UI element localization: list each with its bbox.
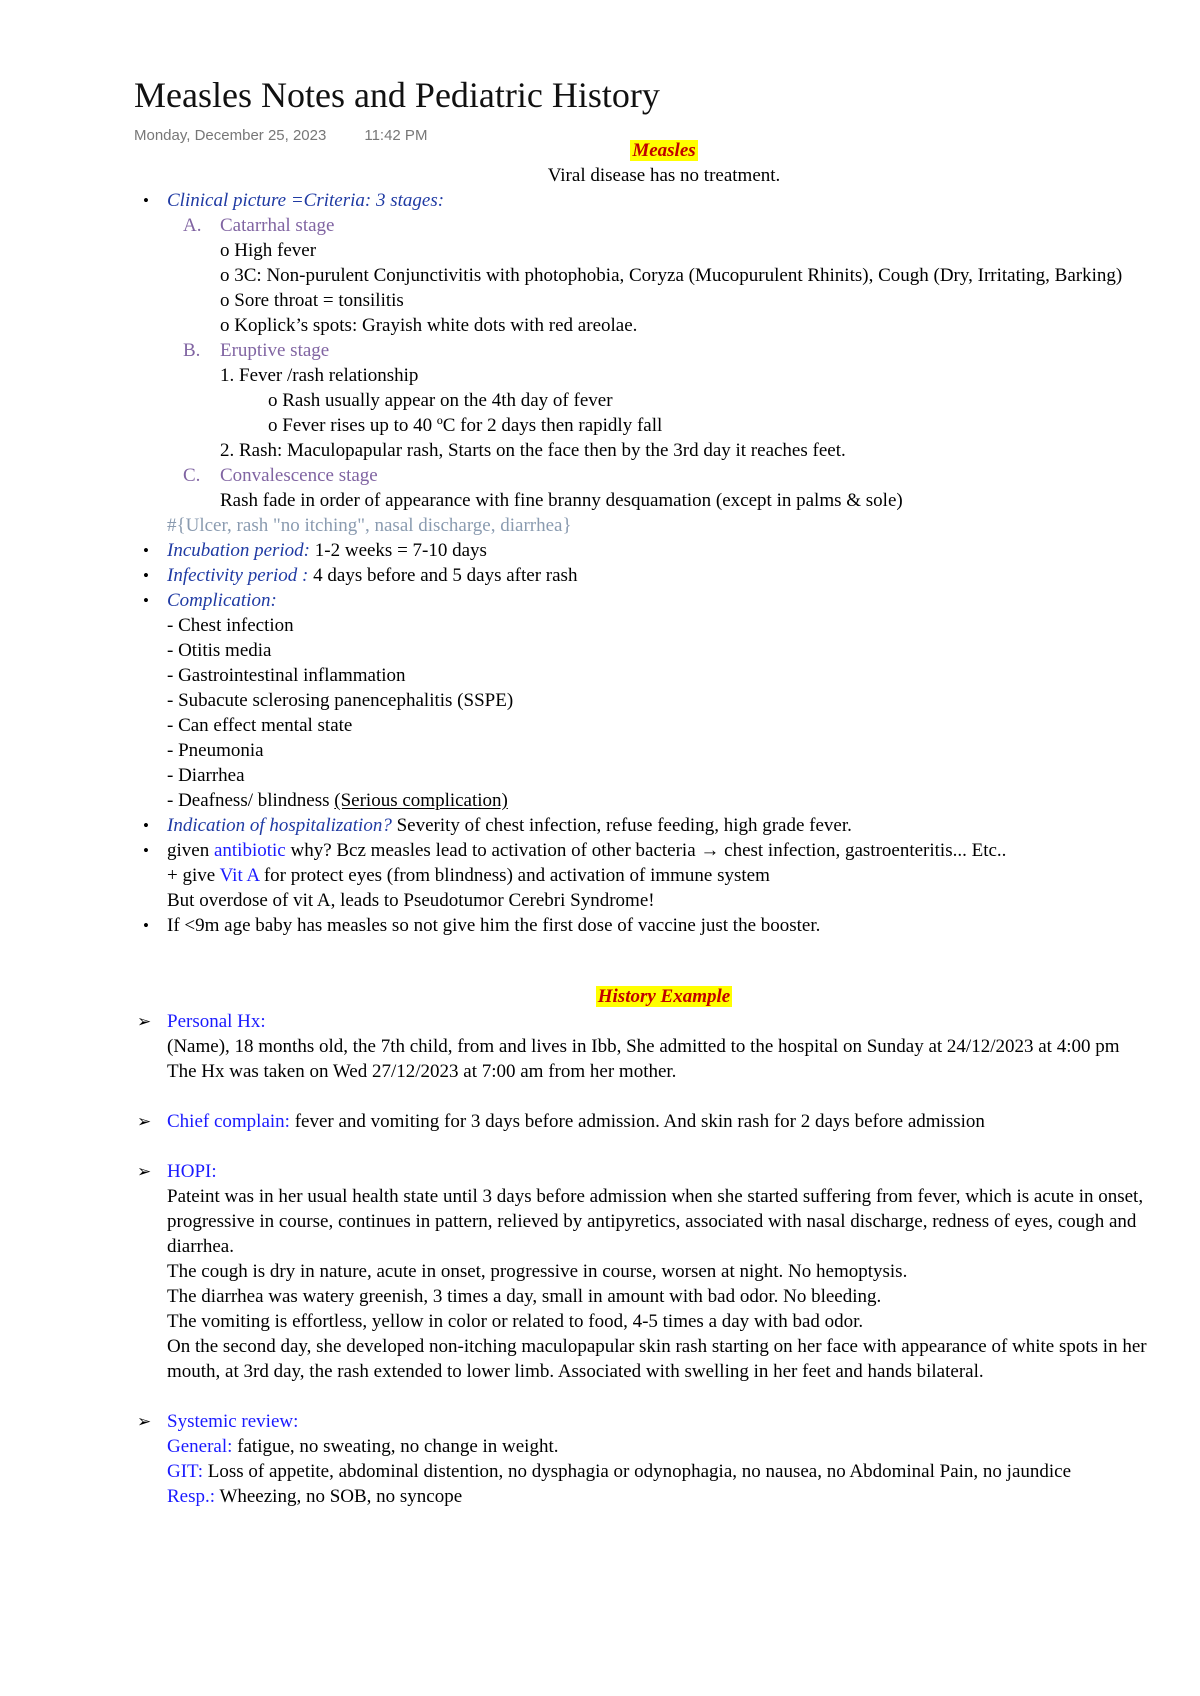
history-heading: History Example <box>597 986 731 1007</box>
stage-a <box>134 213 1194 238</box>
hopi-line: The diarrhea was watery greenish, 3 times a day, small in amount with bad odor. No bleeding. <box>167 1286 882 1307</box>
list-item <box>134 838 1194 913</box>
hopi-line: Pateint was in her usual health state until 3 days before admission when she started suffering from fever, which is acute in onset, progressive in course, continues in pattern, relieved by antipyretics, associated with nasal discharge, redness of eyes, cough and diarrhea. <box>167 1186 1144 1257</box>
list-item <box>134 813 1194 838</box>
list-item <box>134 538 1194 563</box>
incubation-label: Incubation period: <box>167 540 311 561</box>
general-text: fatigue, no sweating, no change in weight. <box>232 1436 559 1457</box>
complication-label: Complication: <box>167 590 277 611</box>
arrow-bullet-icon: ➢ <box>137 1112 152 1131</box>
stage-c <box>134 463 1194 488</box>
stage-b-subline: o Fever rises up to 40 ºC for 2 days then rapidly fall <box>268 415 663 436</box>
general-line <box>167 1434 1194 1459</box>
complication-last: - Deafness/ blindness <box>167 790 335 811</box>
page-title: Measles Notes and Pediatric History <box>134 75 660 115</box>
hospitalization-text: Severity of chest infection, refuse feeding, high grade fever. <box>391 815 852 836</box>
list-item <box>134 1109 1194 1159</box>
resp-label: Resp.: <box>167 1486 216 1507</box>
complication-item: - Can effect mental state <box>167 715 353 736</box>
arrow-bullet-icon: ➢ <box>137 1412 152 1431</box>
history-list <box>134 1009 1194 1509</box>
measles-heading-row <box>134 138 1194 163</box>
arrow-bullet-icon: ➢ <box>137 1162 152 1181</box>
list-item <box>134 1159 1194 1409</box>
stage-c-name: Convalescence stage <box>220 465 378 486</box>
hopi-line: On the second day, she developed non-itching maculopapular skin rash starting on her face with appearance of white spots in her mouth, at 3rd day, the rash extended to lower limb. Associated with swelling in her feet and hands bilateral. <box>167 1336 1147 1382</box>
complication-item: - Gastrointestinal inflammation <box>167 665 406 686</box>
vita-post: for protect eyes (from blindness) and activation of immune system <box>259 865 770 886</box>
complication-item: - Otitis media <box>167 640 272 661</box>
git-label: GIT: <box>167 1461 203 1482</box>
chief-text: fever and vomiting for 3 days before admission. And skin rash for 2 days before admission <box>289 1111 985 1132</box>
infectivity-label: Infectivity period : <box>167 565 309 586</box>
git-line <box>167 1459 1194 1484</box>
incubation-text: 1-2 weeks = 7-10 days <box>310 540 487 561</box>
stage-a-line: o 3C: Non-purulent Conjunctivitis with photophobia, Coryza (Mucopurulent Rhinits), Cough (Dry, Irritating, Barking) <box>220 265 1123 286</box>
overdose-line: But overdose of vit A, leads to Pseudotumor Cerebri Syndrome! <box>167 890 655 911</box>
complication-item: - Pneumonia <box>167 740 264 761</box>
antibiotic-post: why? Bcz measles lead to activation of other bacteria → chest infection, gastroenteritis... Etc.. <box>285 840 1007 861</box>
measles-list <box>134 188 1194 213</box>
page-date: Monday, December 25, 2023 <box>134 127 327 144</box>
list-item <box>134 588 1194 813</box>
personal-label: Personal Hx: <box>167 1011 266 1032</box>
arrow-bullet-icon: ➢ <box>137 1012 152 1031</box>
chief-label: Chief complain: <box>167 1111 290 1132</box>
stage-a-letter: A. <box>183 215 202 236</box>
infectivity-text: 4 days before and 5 days after rash <box>308 565 578 586</box>
complication-item: - Diarrhea <box>167 765 245 786</box>
note-content <box>134 138 1194 1509</box>
stage-b-line: 1. Fever /rash relationship <box>220 365 419 386</box>
stage-b-subline: o Rash usually appear on the 4th day of fever <box>268 390 613 411</box>
personal-line: The Hx was taken on Wed 27/12/2023 at 7:00 am from her mother. <box>167 1061 677 1082</box>
history-heading-row <box>134 984 1194 1009</box>
git-text: Loss of appetite, abdominal distention, no dysphagia or odynophagia, no nausea, no Abdominal Pain, no jaundice <box>203 1461 1072 1482</box>
measles-heading: Measles <box>632 140 696 161</box>
resp-line <box>167 1484 1194 1509</box>
stage-c-line: Rash fade in order of appearance with fine branny desquamation (except in palms & sole) <box>220 490 903 511</box>
hash-note: #{Ulcer, rash "no itching", nasal discharge, diarrhea} <box>167 515 572 536</box>
systemic-label: Systemic review: <box>167 1411 299 1432</box>
vita-line <box>167 863 1194 888</box>
stage-c-letter: C. <box>183 465 201 486</box>
list-item <box>134 913 1194 938</box>
page-time: 11:42 PM <box>364 127 428 144</box>
stage-a-name: Catarrhal stage <box>220 215 335 236</box>
stage-a-line: o Koplick’s spots: Grayish white dots with red areolae. <box>220 315 638 336</box>
vita-word: Vit A <box>219 865 260 886</box>
stage-a-line: o Sore throat = tonsilitis <box>220 290 404 311</box>
personal-line: (Name), 18 months old, the 7th child, from and lives in Ibb, She admitted to the hospital on Sunday at 24/12/2023 at 4:00 pm <box>167 1036 1120 1057</box>
clinical-picture-label: Clinical picture =Criteria: 3 stages: <box>167 190 445 211</box>
antibiotic-word: antibiotic <box>213 840 286 861</box>
stage-b-name: Eruptive stage <box>220 340 330 361</box>
hospitalization-label: Indication of hospitalization? <box>167 815 392 836</box>
measles-subtitle: Viral disease has no treatment. <box>547 165 781 186</box>
list-item <box>134 563 1194 588</box>
stage-b-letter: B. <box>183 340 201 361</box>
hopi-line: The cough is dry in nature, acute in onset, progressive in course, worsen at night. No hemoptysis. <box>167 1261 908 1282</box>
complication-item <box>167 788 1194 813</box>
resp-text: Wheezing, no SOB, no syncope <box>215 1486 463 1507</box>
complication-item: - Subacute sclerosing panencephalitis (SSPE) <box>167 690 514 711</box>
hopi-line: The vomiting is effortless, yellow in color or related to food, 4-5 times a day with bad odor. <box>167 1311 864 1332</box>
list-item <box>134 1009 1194 1109</box>
stage-b-line: 2. Rash: Maculopapular rash, Starts on the face then by the 3rd day it reaches feet. <box>220 440 846 461</box>
list-item <box>134 188 1194 213</box>
hopi-label: HOPI: <box>167 1161 217 1182</box>
antibiotic-pre: given <box>167 840 214 861</box>
vaccine-text: If <9m age baby has measles so not give him the first dose of vaccine just the booster. <box>167 915 821 936</box>
vita-pre: + give <box>167 865 220 886</box>
general-label: General: <box>167 1436 233 1457</box>
complication-item: - Chest infection <box>167 615 294 636</box>
stage-b <box>134 338 1194 363</box>
serious-complication-note: (Serious complication) <box>334 790 508 811</box>
list-item <box>134 1409 1194 1509</box>
stage-a-line: o High fever <box>220 240 317 261</box>
measles-list-2 <box>134 538 1194 938</box>
